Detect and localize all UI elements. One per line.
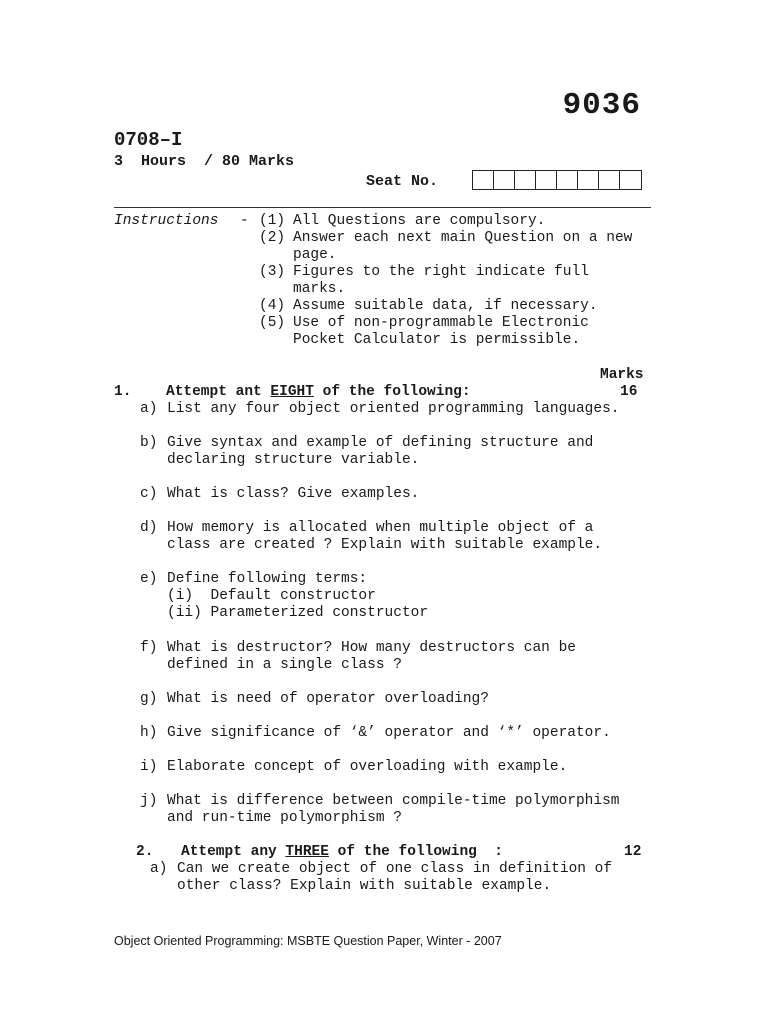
instruction-text: Answer each next main Question on a new bbox=[293, 230, 633, 246]
question-1-part-text: Define following terms: bbox=[167, 571, 368, 587]
instructions-label: Instructions bbox=[114, 213, 219, 229]
seat-number-cell bbox=[515, 171, 536, 189]
question-2-number: 2. bbox=[136, 844, 154, 860]
question-1-part-text: (ii) Parameterized constructor bbox=[167, 605, 429, 621]
instruction-number: (3) bbox=[259, 264, 286, 280]
question-1-marks: 16 bbox=[620, 384, 638, 400]
seat-number-cell bbox=[536, 171, 557, 189]
question-1-part-label: i) bbox=[140, 759, 158, 775]
question-1-part-text: declaring structure variable. bbox=[167, 452, 420, 468]
question-1-part-text: What is destructor? How many destructors can be bbox=[167, 640, 576, 656]
question-1-title: Attempt ant EIGHT of the following: bbox=[166, 384, 471, 400]
seat-number-cell bbox=[578, 171, 599, 189]
question-2-part-text: other class? Explain with suitable example. bbox=[177, 878, 552, 894]
seat-number-cell bbox=[557, 171, 578, 189]
question-1-part-text: What is class? Give examples. bbox=[167, 486, 420, 502]
seat-number-cell bbox=[620, 171, 641, 189]
question-2-title: Attempt any THREE of the following : bbox=[181, 844, 503, 860]
question-2-part-text: Can we create object of one class in definition of bbox=[177, 861, 613, 877]
instruction-number: (4) bbox=[259, 298, 286, 314]
instruction-text: Use of non-programmable Electronic bbox=[293, 315, 589, 331]
question-1-part-text: What is need of operator overloading? bbox=[167, 691, 489, 707]
instruction-text: Figures to the right indicate full bbox=[293, 264, 589, 280]
seat-label: Seat No. bbox=[366, 173, 439, 190]
duration-marks: 3 Hours / 80 Marks bbox=[114, 153, 295, 170]
question-1-part-label: e) bbox=[140, 571, 158, 587]
question-1-part-label: h) bbox=[140, 725, 158, 741]
question-1-part-text: defined in a single class ? bbox=[167, 657, 402, 673]
question-1-part-text: and run-time polymorphism ? bbox=[167, 810, 402, 826]
question-1-part-label: j) bbox=[140, 793, 158, 809]
question-1-part-label: d) bbox=[140, 520, 158, 536]
instruction-number: (5) bbox=[259, 315, 286, 331]
instruction-text: Assume suitable data, if necessary. bbox=[293, 298, 598, 314]
instruction-text: All Questions are compulsory. bbox=[293, 213, 546, 229]
instructions-dash: - bbox=[240, 213, 249, 229]
question-1-number: 1. bbox=[114, 384, 132, 400]
subject-code: 0708–I bbox=[114, 129, 183, 151]
question-2-marks: 12 bbox=[624, 844, 642, 860]
question-2-part-label: a) bbox=[150, 861, 168, 877]
header-divider bbox=[114, 207, 651, 208]
question-1-part-label: b) bbox=[140, 435, 158, 451]
question-1-part-label: a) bbox=[140, 401, 158, 417]
question-1-part-label: g) bbox=[140, 691, 158, 707]
instruction-text: Pocket Calculator is permissible. bbox=[293, 332, 581, 348]
question-1-part-label: f) bbox=[140, 640, 158, 656]
seat-number-cell bbox=[473, 171, 494, 189]
instruction-number: (1) bbox=[259, 213, 286, 229]
question-1-part-text: What is difference between compile-time polymorphism bbox=[167, 793, 620, 809]
instruction-text: page. bbox=[293, 247, 337, 263]
question-1-part-text: (i) Default constructor bbox=[167, 588, 376, 604]
question-1-part-text: Give significance of ‘&’ operator and ‘*’ operator. bbox=[167, 725, 611, 741]
question-1-part-text: Elaborate concept of overloading with example. bbox=[167, 759, 568, 775]
instruction-number: (2) bbox=[259, 230, 286, 246]
question-1-part-text: How memory is allocated when multiple object of a bbox=[167, 520, 594, 536]
page-footer: Object Oriented Programming: MSBTE Question Paper, Winter - 2007 bbox=[114, 934, 502, 948]
question-1-part-text: class are created ? Explain with suitable example. bbox=[167, 537, 603, 553]
instruction-text: marks. bbox=[293, 281, 346, 297]
seat-number-cell bbox=[494, 171, 515, 189]
question-1-part-text: Give syntax and example of defining structure and bbox=[167, 435, 594, 451]
marks-column-header: Marks bbox=[600, 367, 644, 383]
paper-code: 9036 bbox=[562, 88, 641, 123]
question-1-part-label: c) bbox=[140, 486, 158, 502]
seat-number-cell bbox=[599, 171, 620, 189]
question-1-part-text: List any four object oriented programming languages. bbox=[167, 401, 620, 417]
seat-number-boxes bbox=[472, 170, 642, 190]
